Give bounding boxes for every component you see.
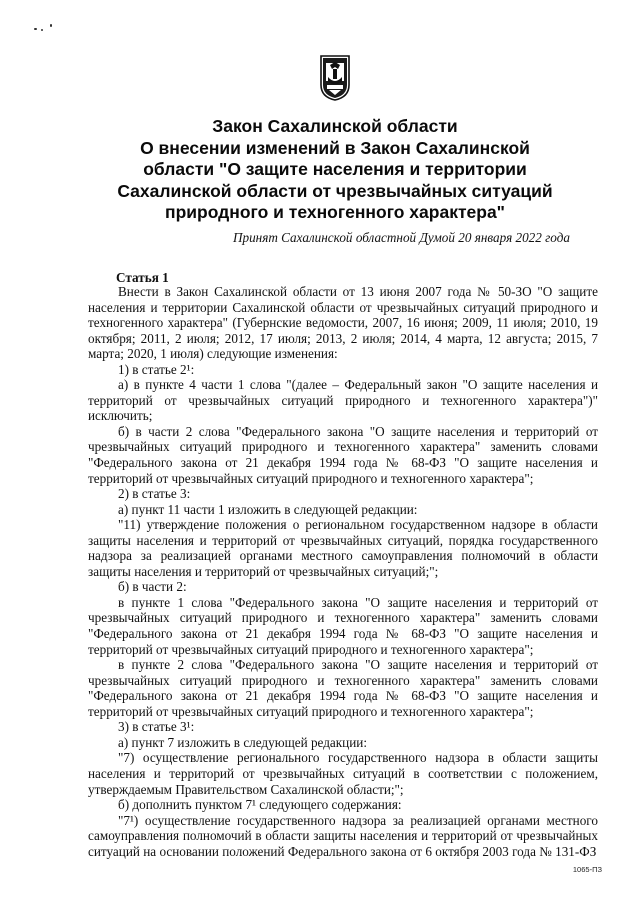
paragraph: б) в части 2 слова "Федерального закона "О защите населения и территорий от чрезвычайных ситуаций природного и техногенного характера" заменить словами "Федерального закона от 21 декабря 1994 года № 68-ФЗ "О защите населения и территорий от чрезвычайных ситуаций природного и техногенного характера"; [88,423,598,486]
law-title [80,116,590,224]
scan-speck [41,29,43,31]
title-line: природного и техногенного характера" [165,202,505,222]
scan-speck [50,24,52,27]
paragraph: 2) в статье 3: [118,486,191,502]
paragraph: "7¹) осуществление государственного надзора за реализацией органами местного самоуправления полномочий в области защиты населения и территорий от чрезвычайных ситуаций на основании положений Федерального закона от 6 октября 2003 года № 131-ФЗ [88,812,598,859]
paragraph: "7) осуществление регионального государственного надзора в области защиты населения и территорий от чрезвычайных ситуаций в соответствии с положением, утверждаемым Правительством Сахалинской области;"; [88,750,598,797]
title-line: Сахалинской области от чрезвычайных ситуаций [117,180,553,201]
scan-speck [34,28,37,30]
paragraph: в пункте 2 слова "Федерального закона "О защите населения и территорий от чрезвычайных ситуаций природного и техногенного характера" заменить словами "Федерального закона от 21 декабря 1994 года № 68-ФЗ "О защите населения и территорий от чрезвычайных ситуаций природного и техногенного характера"; [88,657,598,719]
article-heading: Статья 1 [116,270,169,285]
paragraph: Внести в Закон Сахалинской области от 13 июня 2007 года № 50-ЗО "О защите населения и территории Сахалинской области от чрезвычайных ситуаций природного и техногенного характера" (Губернские ведомости, 2007, 16 июня; 2009, 11 июля; 2010, 19 октября; 2011, 2 июля; 2012, 17 июля; 2013, 2 июля; 2014, 4 марта, 12 августа; 2015, 7 марта; 2020, 1 июля) следующие изменения: [88,284,598,362]
paragraph: а) пункт 7 изложить в следующей редакции: [118,734,368,750]
adoption-note: Принят Сахалинской областной Думой 20 января 2022 года [232,230,570,245]
title-line: Закон Сахалинской области [212,116,458,136]
title-line: О внесении изменений в Закон Сахалинской [140,137,530,158]
paragraph: а) пункт 11 части 1 изложить в следующей редакции: [118,501,418,517]
document-code: 1065-ПЗ [572,865,602,874]
paragraph: б) в части 2: [118,579,187,595]
paragraph: 1) в статье 2¹: [118,361,195,377]
paragraph: 3) в статье 3¹: [118,719,195,735]
sakhalin-coat-of-arms-icon [318,55,352,101]
paragraph: б) дополнить пунктом 7¹ следующего содержания: [118,797,402,813]
title-line: области "О защите населения и территории [143,159,527,179]
paragraph: "11) утверждение положения о региональном государственном надзоре в области защиты населения и территорий от чрезвычайных ситуаций, порядка государственного надзора за реализацией органами местного самоуправления полномочий в области защиты населения и территорий от чрезвычайных ситуаций;"; [88,517,598,579]
paragraph: в пункте 1 слова "Федерального закона "О защите населения и территорий от чрезвычайных ситуаций природного и техногенного характера" заменить словами "Федерального закона от 21 декабря 1994 года № 68-ФЗ "О защите населения и территорий от чрезвычайных ситуаций природного и техногенного характера"; [88,594,598,657]
article-body [88,284,598,859]
paragraph: а) в пункте 4 части 1 слова "(далее – Федеральный закон "О защите населения и территорий от чрезвычайных ситуаций природного и техногенного характера")" исключить; [88,377,598,424]
